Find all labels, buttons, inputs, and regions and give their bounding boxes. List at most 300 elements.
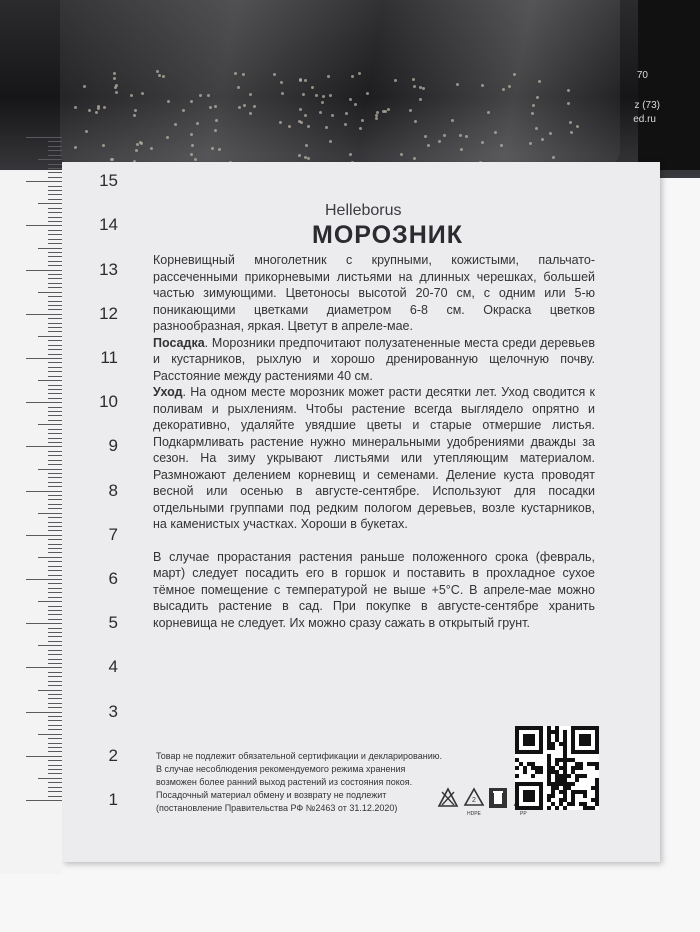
ruler-number: 3 <box>108 701 118 721</box>
soil-particle <box>299 79 302 82</box>
soil-particle <box>141 92 144 95</box>
ruler-tick <box>48 239 62 240</box>
ruler-tick <box>48 155 62 156</box>
ruler-tick <box>48 150 62 151</box>
ruler-tick <box>26 446 62 447</box>
ruler-tick <box>48 628 62 629</box>
ruler-number: 8 <box>108 480 118 500</box>
ruler-tick <box>48 473 62 474</box>
soil-particle <box>218 148 221 151</box>
soil-particle <box>196 122 199 125</box>
soil-particle <box>576 125 579 128</box>
ruler-tick <box>48 685 62 686</box>
ruler-tick <box>48 278 62 279</box>
soil-particle <box>451 119 454 122</box>
soil-particle <box>412 78 415 81</box>
ruler-tick <box>48 486 62 487</box>
footer-notice <box>156 750 456 815</box>
ruler-tick <box>48 389 62 390</box>
ruler-tick <box>48 194 62 195</box>
ruler-tick <box>48 256 62 257</box>
ruler-tick <box>48 588 62 589</box>
ruler-tick <box>48 575 62 576</box>
ruler-number: 7 <box>108 524 118 544</box>
soil-particle <box>249 112 252 115</box>
ruler-tick <box>48 398 62 399</box>
soil-particle <box>102 144 105 147</box>
ruler-tick <box>48 592 62 593</box>
ruler-tick <box>48 177 62 178</box>
ruler-tick <box>48 243 62 244</box>
soil-particle <box>456 83 459 86</box>
soil-particle <box>311 86 314 89</box>
soil-particle <box>569 121 572 124</box>
hdpe-label: HDPE <box>467 811 481 817</box>
soil-particle <box>344 123 347 126</box>
soil-particle <box>438 140 441 143</box>
ruler-tick <box>38 159 62 160</box>
ruler-tick <box>48 252 62 253</box>
ruler-tick <box>48 729 62 730</box>
ruler-tick <box>48 707 62 708</box>
ruler-number: 2 <box>108 745 118 765</box>
ruler-tick <box>48 407 62 408</box>
ruler-tick <box>38 778 62 779</box>
ruler-tick <box>48 354 62 355</box>
ruler-tick <box>26 314 62 315</box>
soil-particle <box>207 94 210 97</box>
soil-particle <box>133 114 136 117</box>
ruler-tick <box>48 769 62 770</box>
ruler-tick <box>38 203 62 204</box>
soil-particle <box>115 91 118 94</box>
bag-dark-label <box>638 0 700 170</box>
soil-particle <box>487 111 490 114</box>
soil-particle <box>529 142 532 145</box>
ruler-tick <box>48 636 62 637</box>
soil-particle <box>209 106 212 109</box>
ruler-tick <box>48 371 62 372</box>
soil-particle <box>325 126 328 129</box>
soil-particle <box>190 153 193 156</box>
soil-particle <box>166 136 169 139</box>
soil-particle <box>139 141 142 144</box>
soil-particle <box>158 74 161 77</box>
ruler-number: 6 <box>108 569 118 588</box>
ruler-tick <box>48 548 62 549</box>
ruler-tick <box>48 632 62 633</box>
soil-particle <box>242 73 245 76</box>
soil-particle <box>322 95 325 98</box>
ruler-tick <box>48 619 62 620</box>
ruler-tick <box>48 773 62 774</box>
ruler-tick <box>48 287 62 288</box>
ruler-tick <box>48 411 62 412</box>
ruler-tick <box>48 438 62 439</box>
ruler-tick <box>48 208 62 209</box>
ruler-tick <box>48 451 62 452</box>
soil-particle <box>321 101 324 104</box>
ruler-tick <box>48 186 62 187</box>
soil-particle <box>182 109 185 112</box>
soil-particle <box>494 131 497 134</box>
ruler-tick <box>48 190 62 191</box>
soil-particle <box>103 106 106 109</box>
ruler-tick <box>48 296 62 297</box>
ruler-tick <box>48 331 62 332</box>
soil-particle <box>508 85 511 88</box>
soil-particle <box>424 135 427 138</box>
ruler-tick <box>48 340 62 341</box>
ruler-tick <box>26 358 62 359</box>
ruler-tick <box>48 460 62 461</box>
ruler-tick <box>48 146 62 147</box>
soil-particle <box>361 119 364 122</box>
soil-particle <box>273 73 276 76</box>
ruler-tick <box>48 442 62 443</box>
ruler-tick <box>48 517 62 518</box>
ruler-tick <box>26 535 62 536</box>
ruler-tick <box>48 393 62 394</box>
soil-particle <box>315 94 318 97</box>
soil-particle <box>130 94 133 97</box>
soil-particle <box>394 79 397 82</box>
ruler-tick <box>48 376 62 377</box>
ruler-tick <box>48 703 62 704</box>
ruler-tick <box>48 672 62 673</box>
soil-particle <box>190 100 193 103</box>
ruler-tick <box>48 385 62 386</box>
ruler-tick <box>48 698 62 699</box>
ruler-tick <box>48 787 62 788</box>
soil-particle <box>414 120 417 123</box>
ruler-number: 12 <box>99 303 118 323</box>
ruler-tick <box>26 402 62 403</box>
ruler-tick <box>26 623 62 624</box>
soil-particle <box>113 72 116 75</box>
soil-particle <box>570 131 573 134</box>
soil-particle <box>541 138 544 141</box>
ruler-tick <box>48 725 62 726</box>
ruler-tick <box>48 199 62 200</box>
soil-particle <box>214 105 217 108</box>
planting-paragraph <box>153 335 595 385</box>
ruler-tick <box>48 499 62 500</box>
soil-particle <box>88 109 91 112</box>
soil-particle <box>83 85 86 88</box>
soil-particle <box>481 84 484 87</box>
footer-line: Посадочный материал обмену и возврату не подлежит <box>156 790 387 800</box>
ruler-number: 5 <box>108 613 118 633</box>
soil-particle <box>329 94 332 97</box>
ruler-tick <box>48 495 62 496</box>
description-block <box>153 252 595 631</box>
soil-particle <box>422 87 425 90</box>
soil-particle <box>167 100 170 103</box>
soil-particle <box>191 144 194 147</box>
ruler-tick <box>48 221 62 222</box>
soil-particle <box>234 72 237 75</box>
soil-particle <box>279 121 282 124</box>
soil-particle <box>413 85 416 88</box>
soil-particle <box>300 121 303 124</box>
soil-particle <box>280 81 283 84</box>
bag-label-fragment: z (73) <box>634 100 660 111</box>
recycle-hdpe-icon <box>462 786 486 810</box>
ruler-tick <box>38 424 62 425</box>
ruler-tick <box>48 349 62 350</box>
ruler-tick <box>48 738 62 739</box>
soil-particle <box>535 127 538 130</box>
ruler-number: 11 <box>100 348 118 367</box>
ruler-number: 15 <box>99 171 118 191</box>
plastic-bag <box>0 0 700 178</box>
ruler-tick <box>38 380 62 381</box>
soil-particle <box>327 75 330 78</box>
ruler-tick <box>48 429 62 430</box>
soil-particle <box>215 119 218 122</box>
ruler-tick <box>48 566 62 567</box>
ruler-number: 9 <box>108 436 118 456</box>
soil-particle <box>156 70 159 73</box>
ruler-tick <box>48 614 62 615</box>
soil-particle <box>194 158 197 161</box>
ruler-number: 4 <box>108 657 118 677</box>
ruler-tick <box>48 796 62 797</box>
soil-particle <box>97 105 100 108</box>
ruler-tick <box>38 513 62 514</box>
care-label: Уход <box>153 385 183 399</box>
ruler-tick <box>48 504 62 505</box>
ruler-tick <box>48 482 62 483</box>
ruler-tick <box>48 676 62 677</box>
ruler-tick <box>48 694 62 695</box>
planting-text: . Морозники предпочитают полузатененные места среди деревьев и кустарников, рыхлую и хорошо дренированную щелочную почву. Расстояние между растениями 40 см. <box>153 335 595 383</box>
soil-particle <box>413 157 416 160</box>
ruler-tick <box>26 712 62 713</box>
soil-particle <box>74 106 77 109</box>
latin-name: Helleborus <box>325 202 402 219</box>
svg-text:2: 2 <box>472 797 476 804</box>
ruler-tick <box>48 650 62 651</box>
ruler-tick <box>48 508 62 509</box>
soil-particle <box>302 93 305 96</box>
soil-particle <box>281 92 284 95</box>
ruler-tick <box>48 265 62 266</box>
ruler-tick <box>26 579 62 580</box>
ruler-tick <box>48 323 62 324</box>
soil-particle <box>552 156 555 159</box>
ruler-tick <box>38 336 62 337</box>
ruler-tick <box>48 641 62 642</box>
qr-code <box>515 726 599 810</box>
care-text: . На одном месте морозник может расти десятки лет. Уход сводится к поливам и рыхлениям. Чтобы растение всегда выглядело опрятно и декоративно, удаляйте увядшие цветы и старые отмершие листья. Подкармливать растение нужно минеральными удобрениями дважды за сезон. На зиму укрывают листьями или утепляющим материалом. Размножают делением корневищ и семенами. Деление куста проводят весной или осенью в августе-сентябре. Используют для посадки отдельными группами под редким пологом деревьев, возле кустарников, на каменистых участках. Хороши в букетах. <box>153 385 595 531</box>
ruler-tick <box>48 345 62 346</box>
soil-particle <box>150 147 153 150</box>
soil-particle <box>305 144 308 147</box>
ruler-tick <box>48 420 62 421</box>
soil-particle <box>329 140 332 143</box>
soil-particle <box>427 144 430 147</box>
ruler-tick <box>48 212 62 213</box>
soil-particle <box>237 86 240 89</box>
ruler-tick <box>48 477 62 478</box>
bag-label-fragment: 70 <box>636 70 648 81</box>
soil-particle <box>375 117 378 120</box>
ruler-tick <box>48 301 62 302</box>
soil-particle <box>253 105 256 108</box>
soil-particle <box>409 109 412 112</box>
ruler-tick <box>48 765 62 766</box>
ruler-tick <box>48 583 62 584</box>
soil-particle <box>382 110 385 113</box>
ruler-tick <box>48 362 62 363</box>
soil-particle <box>536 96 539 99</box>
soil-particle <box>419 98 422 101</box>
ruler-number: 10 <box>99 392 118 412</box>
soil-particle <box>500 144 503 147</box>
soil-particle <box>74 146 77 149</box>
soil-particle <box>460 148 463 151</box>
ruler-tick <box>48 530 62 531</box>
soil-particle <box>567 102 570 105</box>
ruler-tick <box>48 681 62 682</box>
soil-particle <box>298 154 301 157</box>
soil-particle <box>243 104 246 107</box>
ruler-tick <box>48 526 62 527</box>
soil-particle <box>135 149 138 152</box>
soil-particle <box>549 132 552 135</box>
soil-particle <box>113 77 116 80</box>
ruler-tick <box>48 305 62 306</box>
ruler-tick <box>48 283 62 284</box>
ruler-tick <box>48 610 62 611</box>
soil-particle <box>331 114 334 117</box>
ruler-tick <box>48 433 62 434</box>
ruler-tick <box>48 164 62 165</box>
ruler-tick <box>48 791 62 792</box>
ruler-tick <box>48 606 62 607</box>
soil-particle <box>358 72 361 75</box>
ruler-tick <box>48 570 62 571</box>
ruler-tick <box>48 561 62 562</box>
ruler-tick <box>38 734 62 735</box>
ruler-tick <box>48 743 62 744</box>
ruler-tick <box>38 469 62 470</box>
ruler-tick <box>38 645 62 646</box>
ruler-tick <box>26 137 62 138</box>
ruler-tick <box>48 274 62 275</box>
soil-particle <box>214 129 217 132</box>
soil-particle <box>513 73 516 76</box>
soil-particle <box>162 75 165 78</box>
ruler-tick <box>48 747 62 748</box>
intro-paragraph: Корневищный многолетник с крупными, кожистыми, пальчато-рассеченными прикорневыми листьями на длинных черешках, большей частью зимующими. Цветоносы высотой 20-70 см, с одним или 5-ю поникающими цветками диаметром 6-8 см. Окраска цветков разнообразная, яркая. Цветут в апреле-мае. <box>153 253 595 333</box>
soil-particle <box>531 112 534 115</box>
ruler-tick <box>48 172 62 173</box>
ruler-tick <box>26 491 62 492</box>
soil-particle <box>304 79 307 82</box>
soil-particle <box>354 103 357 106</box>
soil-particle <box>351 75 354 78</box>
soil-particle <box>359 127 362 130</box>
ruler-tick <box>38 248 62 249</box>
soil-particle <box>443 134 446 137</box>
soil-particle <box>288 125 291 128</box>
ruler-tick <box>48 522 62 523</box>
storage-paragraph: В случае прорастания растения раньше положенного срока (февраль, март) следует посадить его в горшок и поставить в прохладное сухое тёмное помещение с температурой не выше +5°С. В апреле-мае можно высадить растение в сад. При покупке в августе-сентябре хранить корневища не следует. Их можно сразу сажать в открытый грунт. <box>153 549 595 630</box>
soil-particle <box>211 147 214 150</box>
ruler-tick <box>48 217 62 218</box>
ruler-tick <box>26 756 62 757</box>
soil-particle <box>199 94 202 97</box>
ruler-tick <box>26 800 62 801</box>
ruler-tick <box>38 601 62 602</box>
soil-particle <box>538 80 541 83</box>
soil-particle <box>502 88 505 91</box>
ruler-tick <box>48 654 62 655</box>
pp-label: PP <box>520 811 527 817</box>
soil-particle <box>115 84 118 87</box>
ruler-tick <box>48 464 62 465</box>
ruler-tick <box>48 309 62 310</box>
soil-particle <box>307 125 310 128</box>
planting-label: Посадка <box>153 335 205 350</box>
footer-line: (постановление Правительства РФ №2463 от 31.12.2020) <box>156 803 398 813</box>
soil-particle <box>481 141 484 144</box>
ruler-tick <box>48 720 62 721</box>
ruler-tick <box>48 552 62 553</box>
soil-particle <box>532 104 535 107</box>
bag-label-fragment: ed.ru <box>633 114 656 125</box>
ruler-tick <box>38 557 62 558</box>
bin-icon <box>486 786 510 810</box>
soil-particle <box>307 157 310 160</box>
plant-title: МОРОЗНИК <box>312 221 464 249</box>
ruler-tick <box>48 782 62 783</box>
ruler-tick <box>48 261 62 262</box>
ruler-tick <box>48 230 62 231</box>
soil-particle <box>298 120 301 123</box>
soil-particle <box>400 153 403 156</box>
ruler-tick <box>26 270 62 271</box>
ruler-tick <box>26 225 62 226</box>
soil-particle <box>459 134 462 137</box>
soil-particle <box>238 106 241 109</box>
ruler-number: 14 <box>99 215 118 235</box>
ruler-tick <box>38 690 62 691</box>
ruler-tick <box>38 292 62 293</box>
soil-particle <box>190 133 193 136</box>
ruler-tick <box>48 760 62 761</box>
ruler-tick <box>48 234 62 235</box>
ruler-tick <box>48 455 62 456</box>
soil-particle <box>567 89 570 92</box>
ruler-tick <box>26 181 62 182</box>
ruler-number: 13 <box>99 259 118 279</box>
ruler-tick <box>48 663 62 664</box>
ruler-tick <box>48 141 62 142</box>
soil-particle <box>345 112 348 115</box>
soil-particle <box>319 111 322 114</box>
soil-particle <box>85 130 88 133</box>
ruler-tick <box>48 168 62 169</box>
soil-particle <box>366 92 369 95</box>
ruler <box>0 170 62 874</box>
footer-line: В случае несоблюдения рекомендуемого режима хранения <box>156 764 406 774</box>
soil-particle <box>465 135 468 138</box>
soil-particle <box>349 98 352 101</box>
